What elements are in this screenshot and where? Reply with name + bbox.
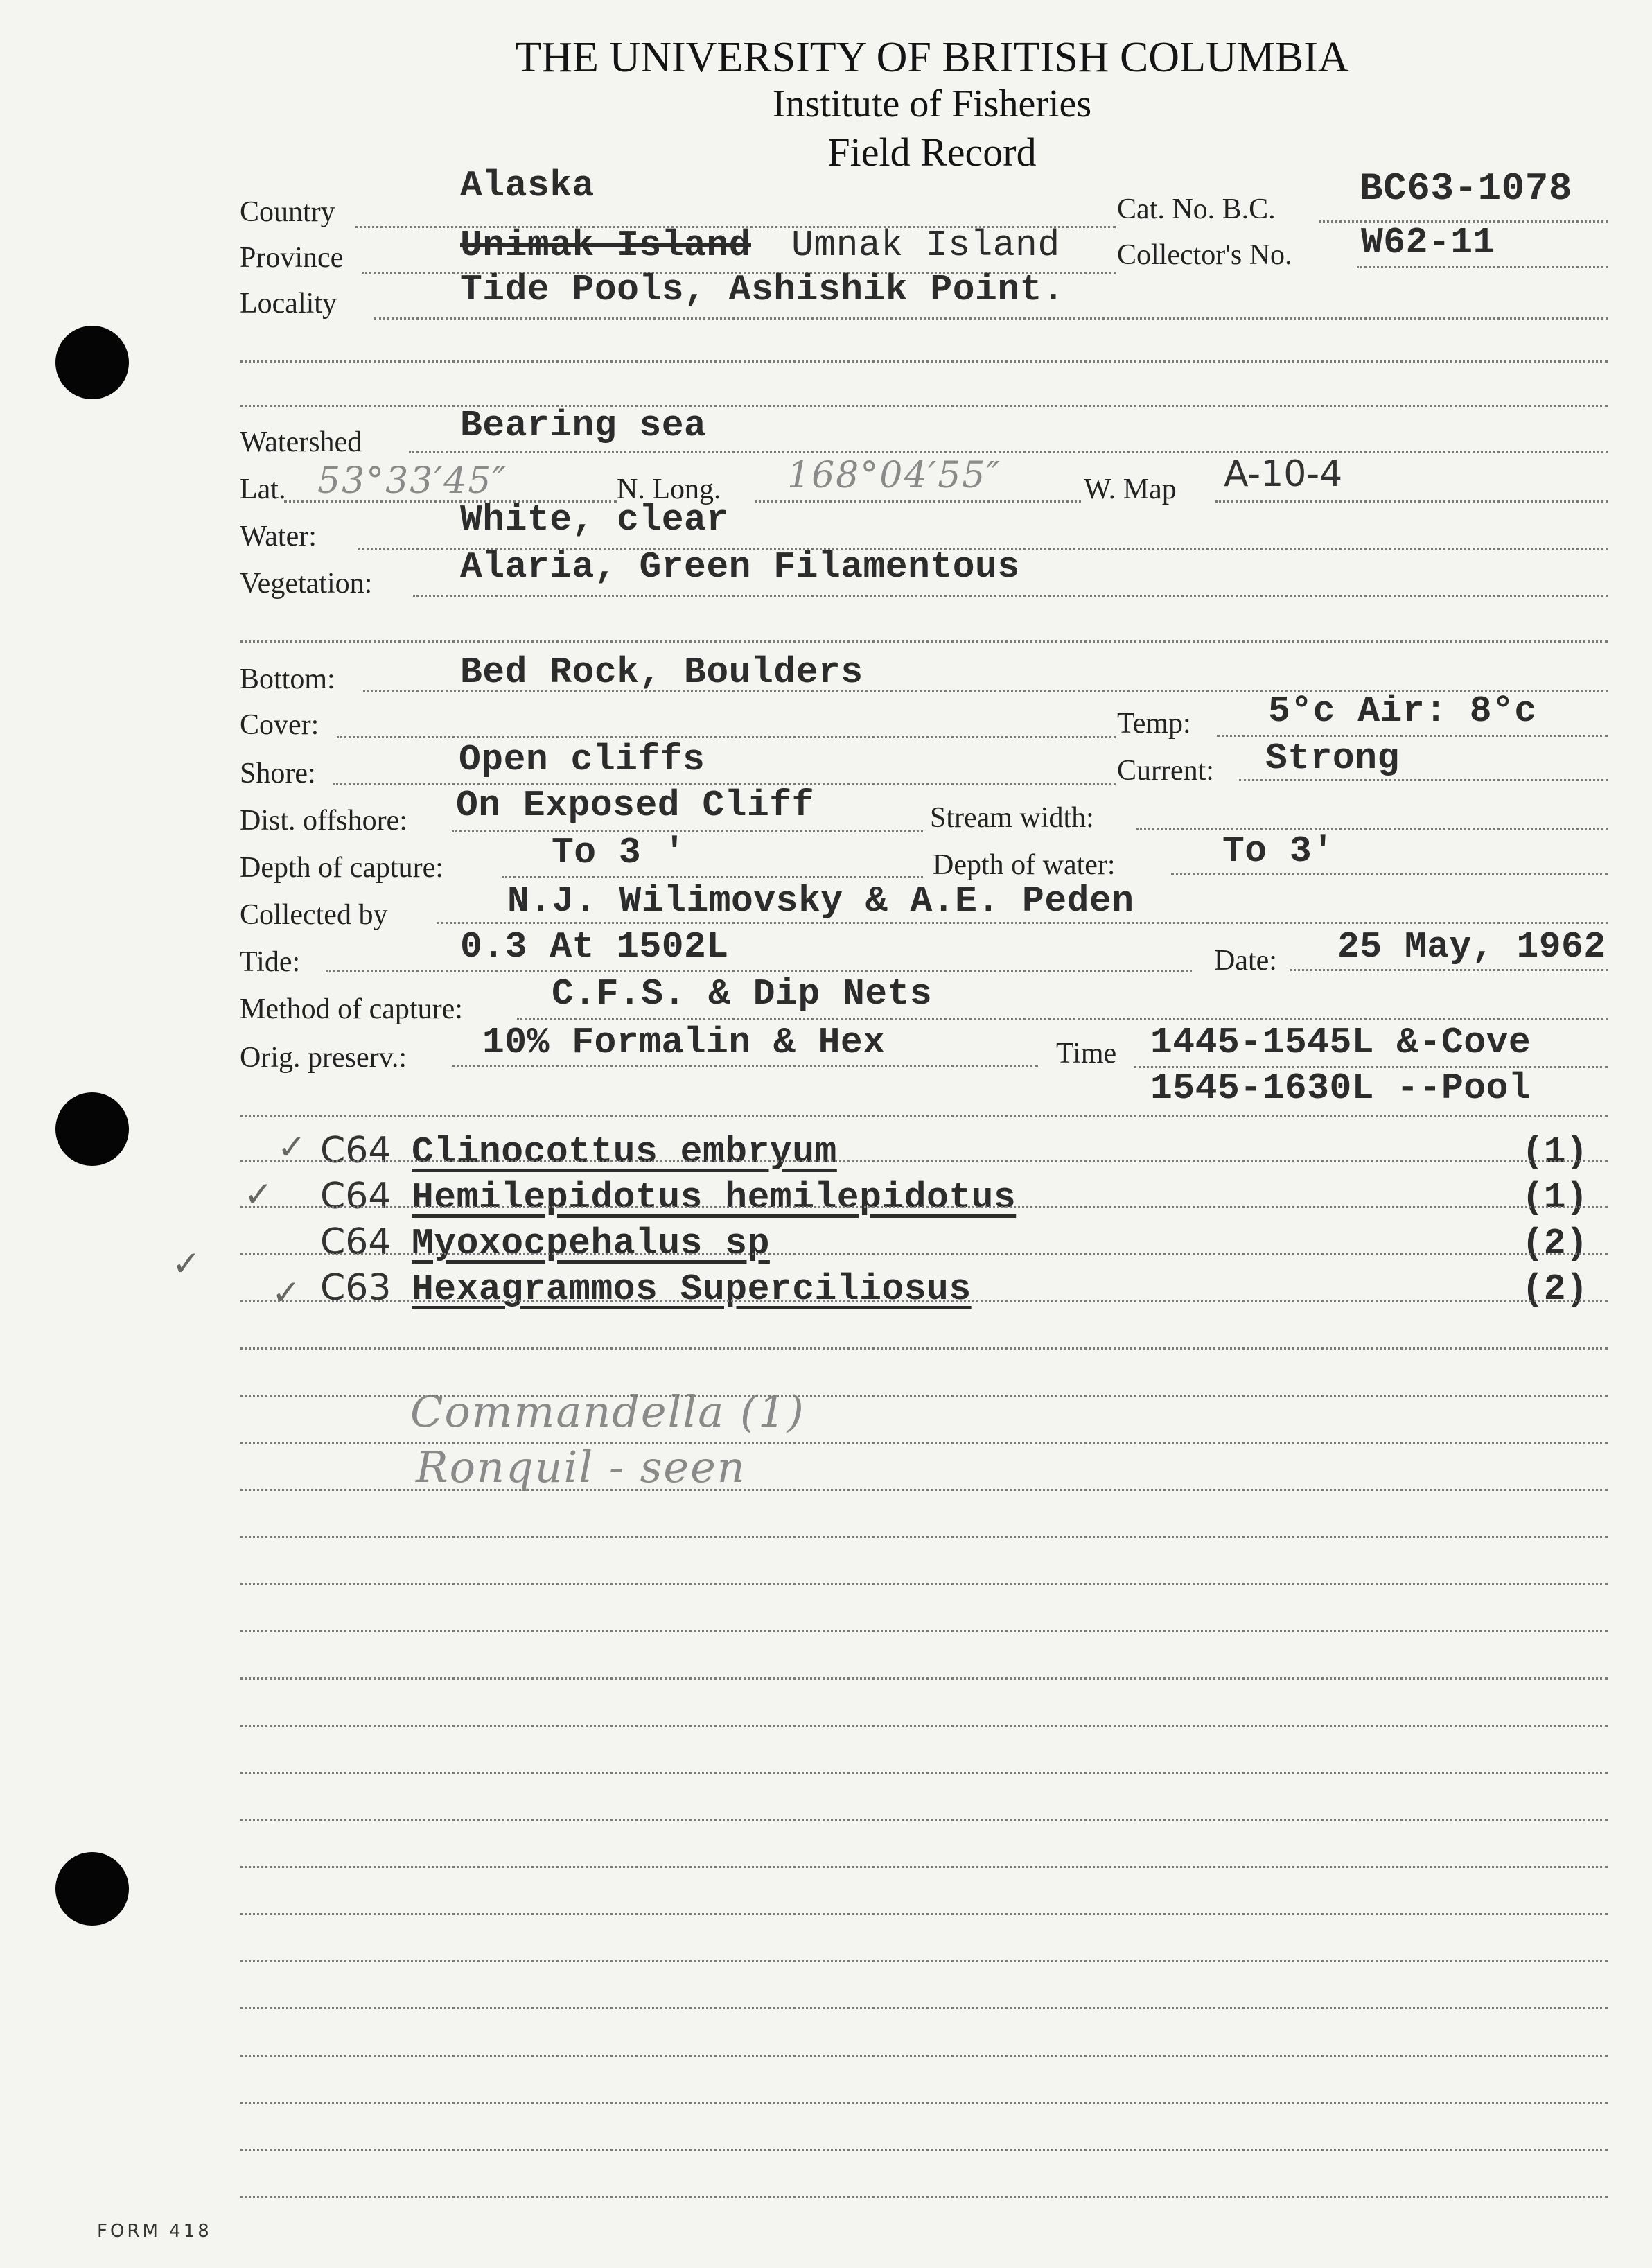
ruled-line bbox=[240, 2196, 1608, 2198]
species-count: (2) bbox=[1522, 1223, 1588, 1264]
vegetation-line-2 bbox=[240, 640, 1608, 643]
depth-capture-line bbox=[502, 876, 923, 878]
orig-preserv-line bbox=[452, 1065, 1038, 1067]
species-line-1 bbox=[240, 1160, 1608, 1162]
date-line bbox=[1290, 969, 1608, 971]
university-heading: THE UNIVERSITY OF BRITISH COLUMBIA bbox=[515, 34, 1349, 81]
tide-line bbox=[326, 970, 1192, 972]
ruled-line bbox=[240, 1677, 1608, 1680]
species-count: (1) bbox=[1522, 1131, 1588, 1173]
time-line-2 bbox=[240, 1115, 1608, 1117]
province-label: Province bbox=[240, 242, 344, 274]
time-value-1: 1445-1545L &-Cove bbox=[1150, 1022, 1531, 1063]
method-value: C.F.S. & Dip Nets bbox=[552, 973, 933, 1015]
map-line bbox=[1215, 500, 1608, 503]
cover-line bbox=[337, 736, 1116, 738]
current-label: Current: bbox=[1117, 755, 1214, 787]
date-value: 25 May, 1962 bbox=[1337, 926, 1606, 968]
species-code: C64 bbox=[320, 1130, 392, 1171]
collector-no-value: W62-11 bbox=[1361, 222, 1495, 263]
species-name: Clinocottus embryum bbox=[412, 1131, 837, 1173]
locality-label: Locality bbox=[240, 288, 337, 320]
stream-width-label: Stream width: bbox=[930, 802, 1094, 834]
ruled-line bbox=[240, 2007, 1608, 2009]
collector-no-label: Collector's No. bbox=[1117, 239, 1292, 271]
lat-label: Lat. bbox=[240, 473, 286, 505]
ruled-line bbox=[240, 1960, 1608, 1962]
species-code: C63 bbox=[320, 1267, 392, 1309]
locality-value: Tide Pools, Ashishik Point. bbox=[460, 269, 1065, 311]
form-number: FORM 418 bbox=[97, 2221, 212, 2242]
orig-preserv-label: Orig. preserv.: bbox=[240, 1042, 407, 1074]
ruled-line bbox=[240, 1395, 1608, 1397]
map-value: A-10-4 bbox=[1224, 453, 1343, 495]
ruled-line bbox=[240, 1819, 1608, 1821]
catno-label: Cat. No. B.C. bbox=[1117, 193, 1276, 225]
shore-value: Open cliffs bbox=[459, 739, 705, 780]
collected-by-label: Collected by bbox=[240, 899, 388, 931]
n-long-label: N. Long. bbox=[617, 473, 721, 505]
bottom-value: Bed Rock, Boulders bbox=[460, 652, 863, 693]
temp-label: Temp: bbox=[1117, 708, 1191, 740]
lat-value: 53°33′45″ bbox=[317, 460, 507, 502]
record-heading: Field Record bbox=[827, 130, 1037, 175]
country-value: Alaska bbox=[460, 165, 595, 207]
check-mark-icon: ✓ bbox=[277, 1127, 306, 1167]
binder-hole-bottom bbox=[55, 1852, 129, 1926]
collected-by-line bbox=[437, 922, 1608, 924]
depth-capture-value: To 3 ' bbox=[552, 832, 686, 873]
long-value: 168°04′55″ bbox=[787, 455, 1001, 496]
time-value-2: 1545-1630L --Pool bbox=[1150, 1067, 1531, 1109]
depth-capture-label: Depth of capture: bbox=[240, 852, 443, 884]
species-name: Myoxocpehalus sp bbox=[412, 1223, 770, 1264]
catno-value: BC63-1078 bbox=[1360, 166, 1572, 211]
species-code: C64 bbox=[320, 1176, 392, 1217]
temp-line bbox=[1217, 735, 1608, 737]
blank-line-1 bbox=[240, 405, 1608, 407]
bottom-label: Bottom: bbox=[240, 663, 335, 695]
check-mark-icon: ✓ bbox=[244, 1174, 273, 1214]
ruled-line bbox=[240, 1772, 1608, 1774]
country-label: Country bbox=[240, 196, 335, 228]
pencil-note-1: Commandella (1) bbox=[410, 1386, 805, 1437]
ruled-line bbox=[240, 1489, 1608, 1491]
tide-label: Tide: bbox=[240, 946, 301, 978]
institute-heading: Institute of Fisheries bbox=[772, 82, 1092, 125]
ruled-line bbox=[240, 1630, 1608, 1632]
ruled-line bbox=[240, 1913, 1608, 1915]
vegetation-label: Vegetation: bbox=[240, 568, 373, 600]
vegetation-line bbox=[413, 595, 1608, 597]
collector-no-line bbox=[1357, 266, 1608, 268]
species-count: (2) bbox=[1522, 1268, 1588, 1310]
long-line bbox=[755, 500, 1081, 503]
method-label: Method of capture: bbox=[240, 993, 463, 1025]
method-line bbox=[517, 1018, 1608, 1020]
w-map-label: W. Map bbox=[1084, 473, 1177, 505]
ruled-line bbox=[240, 1347, 1608, 1350]
ruled-line bbox=[240, 1536, 1608, 1538]
watershed-value: Bearing sea bbox=[460, 405, 707, 446]
cover-label: Cover: bbox=[240, 709, 319, 741]
dist-offshore-value: On Exposed Cliff bbox=[456, 785, 814, 826]
vegetation-value: Alaria, Green Filamentous bbox=[460, 546, 1020, 588]
locality-line-2 bbox=[240, 360, 1608, 363]
species-count: (1) bbox=[1522, 1177, 1588, 1219]
watershed-line bbox=[409, 451, 1608, 453]
species-name: Hemilepidotus hemilepidotus bbox=[412, 1177, 1017, 1219]
shore-label: Shore: bbox=[240, 758, 316, 790]
temp-value: 5°c Air: 8°c bbox=[1268, 690, 1537, 732]
margin-check-mark-icon: ✓ bbox=[172, 1244, 201, 1284]
ruled-line bbox=[240, 2102, 1608, 2104]
depth-water-label: Depth of water: bbox=[933, 849, 1116, 881]
dist-offshore-line bbox=[452, 830, 923, 832]
depth-water-line bbox=[1171, 873, 1608, 875]
locality-line bbox=[374, 317, 1608, 320]
tide-value: 0.3 At 1502L bbox=[460, 926, 729, 968]
species-code: C64 bbox=[320, 1221, 392, 1263]
water-value: White, clear bbox=[460, 499, 729, 541]
collected-by-value: N.J. Wilimovsky & A.E. Peden bbox=[507, 880, 1134, 922]
species-line-2 bbox=[240, 1206, 1608, 1208]
orig-preserv-value: 10% Formalin & Hex bbox=[482, 1022, 886, 1063]
ruled-line bbox=[240, 2149, 1608, 2151]
ruled-line bbox=[240, 2055, 1608, 2057]
species-line-4 bbox=[240, 1300, 1608, 1302]
binder-hole-middle bbox=[55, 1092, 129, 1166]
depth-water-value: To 3' bbox=[1222, 830, 1335, 872]
pencil-note-2: Ronquil - seen bbox=[416, 1442, 746, 1492]
ruled-line bbox=[240, 1442, 1608, 1444]
stream-width-line bbox=[1136, 828, 1608, 830]
binder-hole-top bbox=[55, 326, 129, 399]
time-label: Time bbox=[1056, 1038, 1117, 1070]
ruled-line bbox=[240, 1725, 1608, 1727]
species-line-3 bbox=[240, 1253, 1608, 1255]
watershed-label: Watershed bbox=[240, 426, 362, 458]
date-label: Date: bbox=[1214, 945, 1277, 977]
water-label: Water: bbox=[240, 521, 317, 552]
province-value: Umnak Island bbox=[791, 225, 1060, 266]
ruled-line bbox=[240, 1583, 1608, 1585]
province-struck-value: Unimak Island bbox=[460, 225, 751, 266]
current-value: Strong bbox=[1265, 738, 1400, 779]
ruled-line bbox=[240, 1866, 1608, 1868]
current-line bbox=[1239, 779, 1608, 781]
dist-offshore-label: Dist. offshore: bbox=[240, 805, 407, 837]
check-mark-icon: ✓ bbox=[272, 1273, 301, 1313]
species-name: Hexagrammos Superciliosus bbox=[412, 1268, 972, 1310]
